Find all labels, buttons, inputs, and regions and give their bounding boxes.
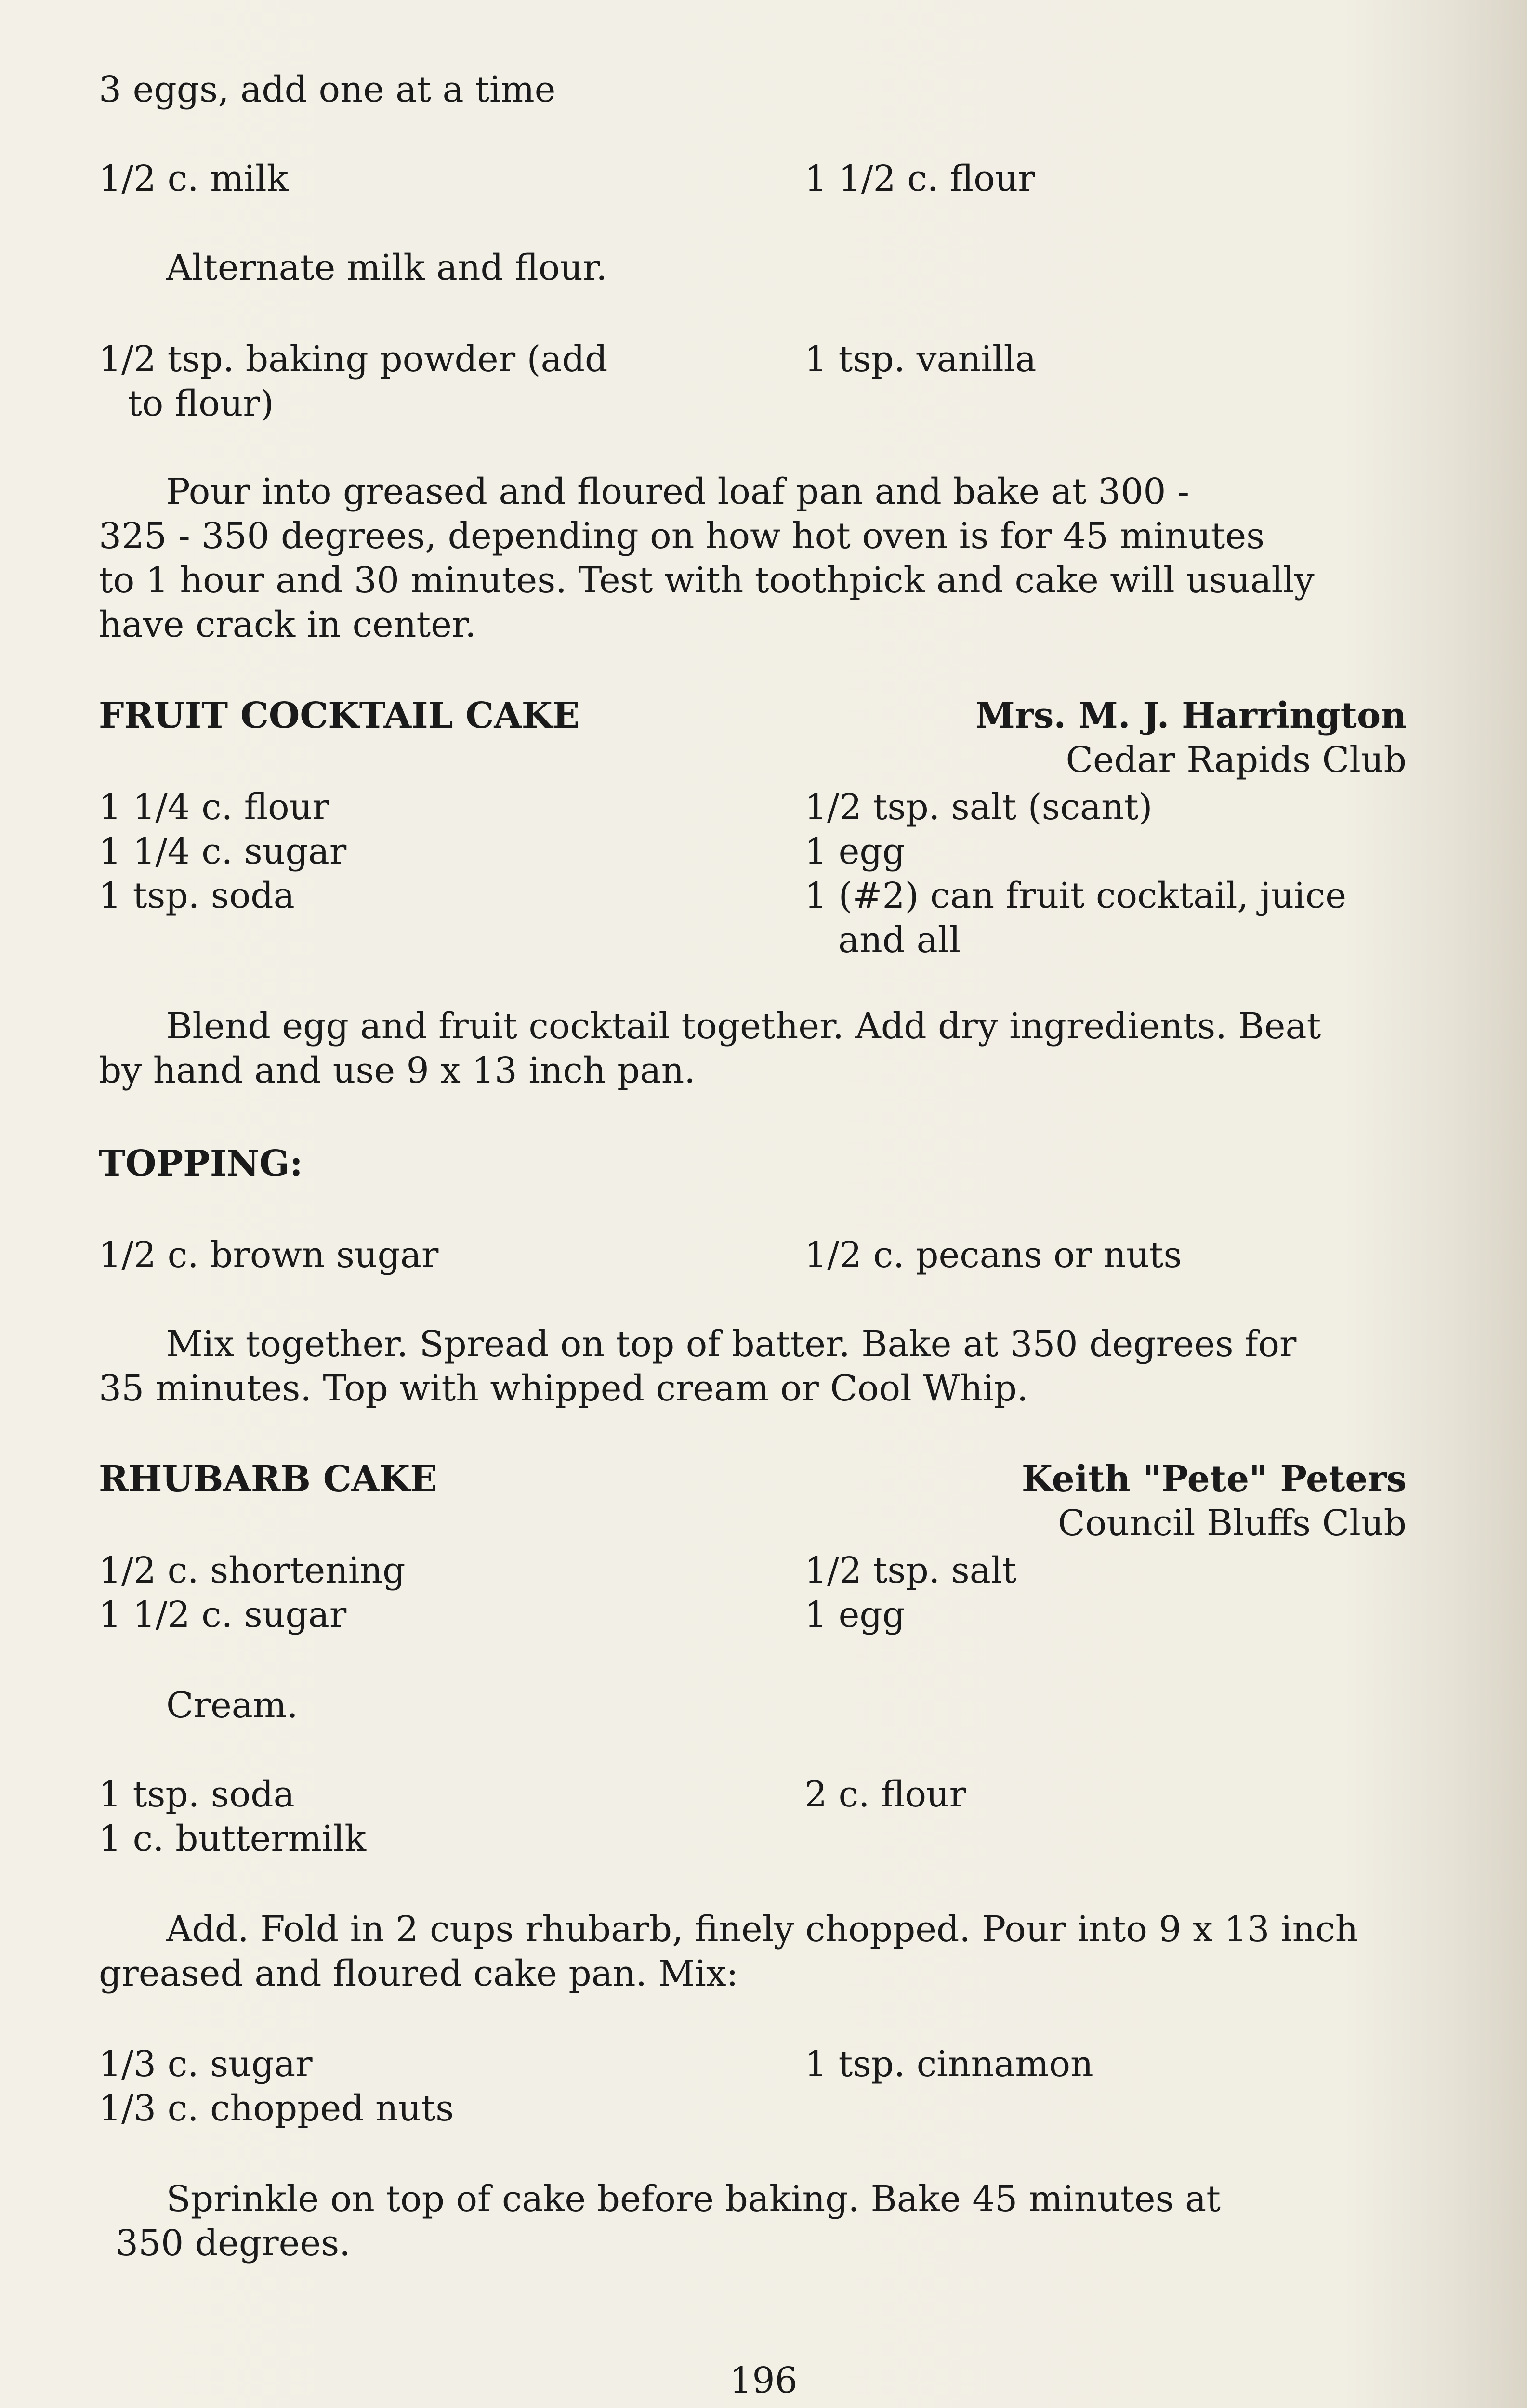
ingredient-item: 1 egg (804, 831, 906, 872)
topping-heading: TOPPING: (99, 1143, 303, 1184)
page-number: 196 (729, 2360, 798, 2401)
instruction-line: Add. Fold in 2 cups rhubarb, finely chopped. Pour into 9 x 13 inch (166, 1909, 1358, 1950)
instruction-line: to 1 hour and 30 minutes. Test with toothpick and cake will usually (99, 560, 1315, 601)
ingredient-baking-powder-cont: to flour) (128, 383, 274, 424)
ingredient-milk: 1/2 c. milk (99, 158, 289, 199)
instruction-line: 350 degrees. (116, 2223, 351, 2264)
ingredient-flour: 1 1/2 c. flour (804, 158, 1035, 199)
instruction-line: Sprinkle on top of cake before baking. Bake 45 minutes at (166, 2178, 1221, 2220)
recipe-author: Mrs. M. J. Harrington (975, 695, 1407, 736)
recipe-club: Council Bluffs Club (1058, 1503, 1407, 1544)
ingredient-item: 1/2 tsp. salt (804, 1550, 1017, 1591)
ingredient-item: 1 1/4 c. sugar (99, 831, 347, 872)
recipe-title: RHUBARB CAKE (99, 1458, 437, 1500)
ingredient-item-cont: and all (838, 919, 961, 961)
instruction-line: Blend egg and fruit cocktail together. Add dry ingredients. Beat (166, 1006, 1321, 1047)
ingredient-item: 1 egg (804, 1594, 906, 1636)
instruction-line: have crack in center. (99, 604, 476, 645)
ingredient-item: 1 c. buttermilk (99, 1818, 367, 1859)
instruction-alternate: Alternate milk and flour. (166, 247, 607, 288)
instruction-cream: Cream. (166, 1685, 298, 1726)
ingredient-item: 1 tsp. soda (99, 1774, 295, 1815)
instruction-line: by hand and use 9 x 13 inch pan. (99, 1050, 696, 1091)
ingredient-item: 1 tsp. cinnamon (804, 2043, 1093, 2085)
ingredient-item: 1 1/4 c. flour (99, 786, 329, 828)
ingredient-item: 1 (#2) can fruit cocktail, juice (804, 875, 1347, 916)
ingredient-item: 1/3 c. sugar (99, 2043, 313, 2085)
ingredient-item: 1/2 c. shortening (99, 1550, 406, 1591)
instruction-line: Pour into greased and floured loaf pan and bake at 300 - (166, 471, 1190, 512)
instruction-line: greased and floured cake pan. Mix: (99, 1953, 738, 1994)
instruction-line: 35 minutes. Top with whipped cream or Cool Whip. (99, 1368, 1028, 1409)
recipe-title: FRUIT COCKTAIL CAKE (99, 695, 580, 736)
recipe-author: Keith "Pete" Peters (1021, 1458, 1407, 1500)
ingredient-item: 1 tsp. soda (99, 875, 295, 916)
instruction-line: Mix together. Spread on top of batter. Bake at 350 degrees for (166, 1323, 1297, 1365)
ingredient-eggs: 3 eggs, add one at a time (99, 69, 556, 110)
ingredient-item: 1/2 tsp. salt (scant) (804, 786, 1153, 828)
recipe-club: Cedar Rapids Club (1066, 739, 1407, 781)
ingredient-item: 2 c. flour (804, 1774, 967, 1815)
ingredient-item: 1/3 c. chopped nuts (99, 2088, 454, 2129)
instruction-line: 325 - 350 degrees, depending on how hot oven is for 45 minutes (99, 515, 1265, 557)
ingredient-baking-powder: 1/2 tsp. baking powder (add (99, 339, 608, 380)
ingredient-item: 1 1/2 c. sugar (99, 1594, 347, 1636)
ingredient-item: 1/2 c. brown sugar (99, 1234, 439, 1276)
ingredient-vanilla: 1 tsp. vanilla (804, 339, 1037, 380)
ingredient-item: 1/2 c. pecans or nuts (804, 1234, 1182, 1276)
